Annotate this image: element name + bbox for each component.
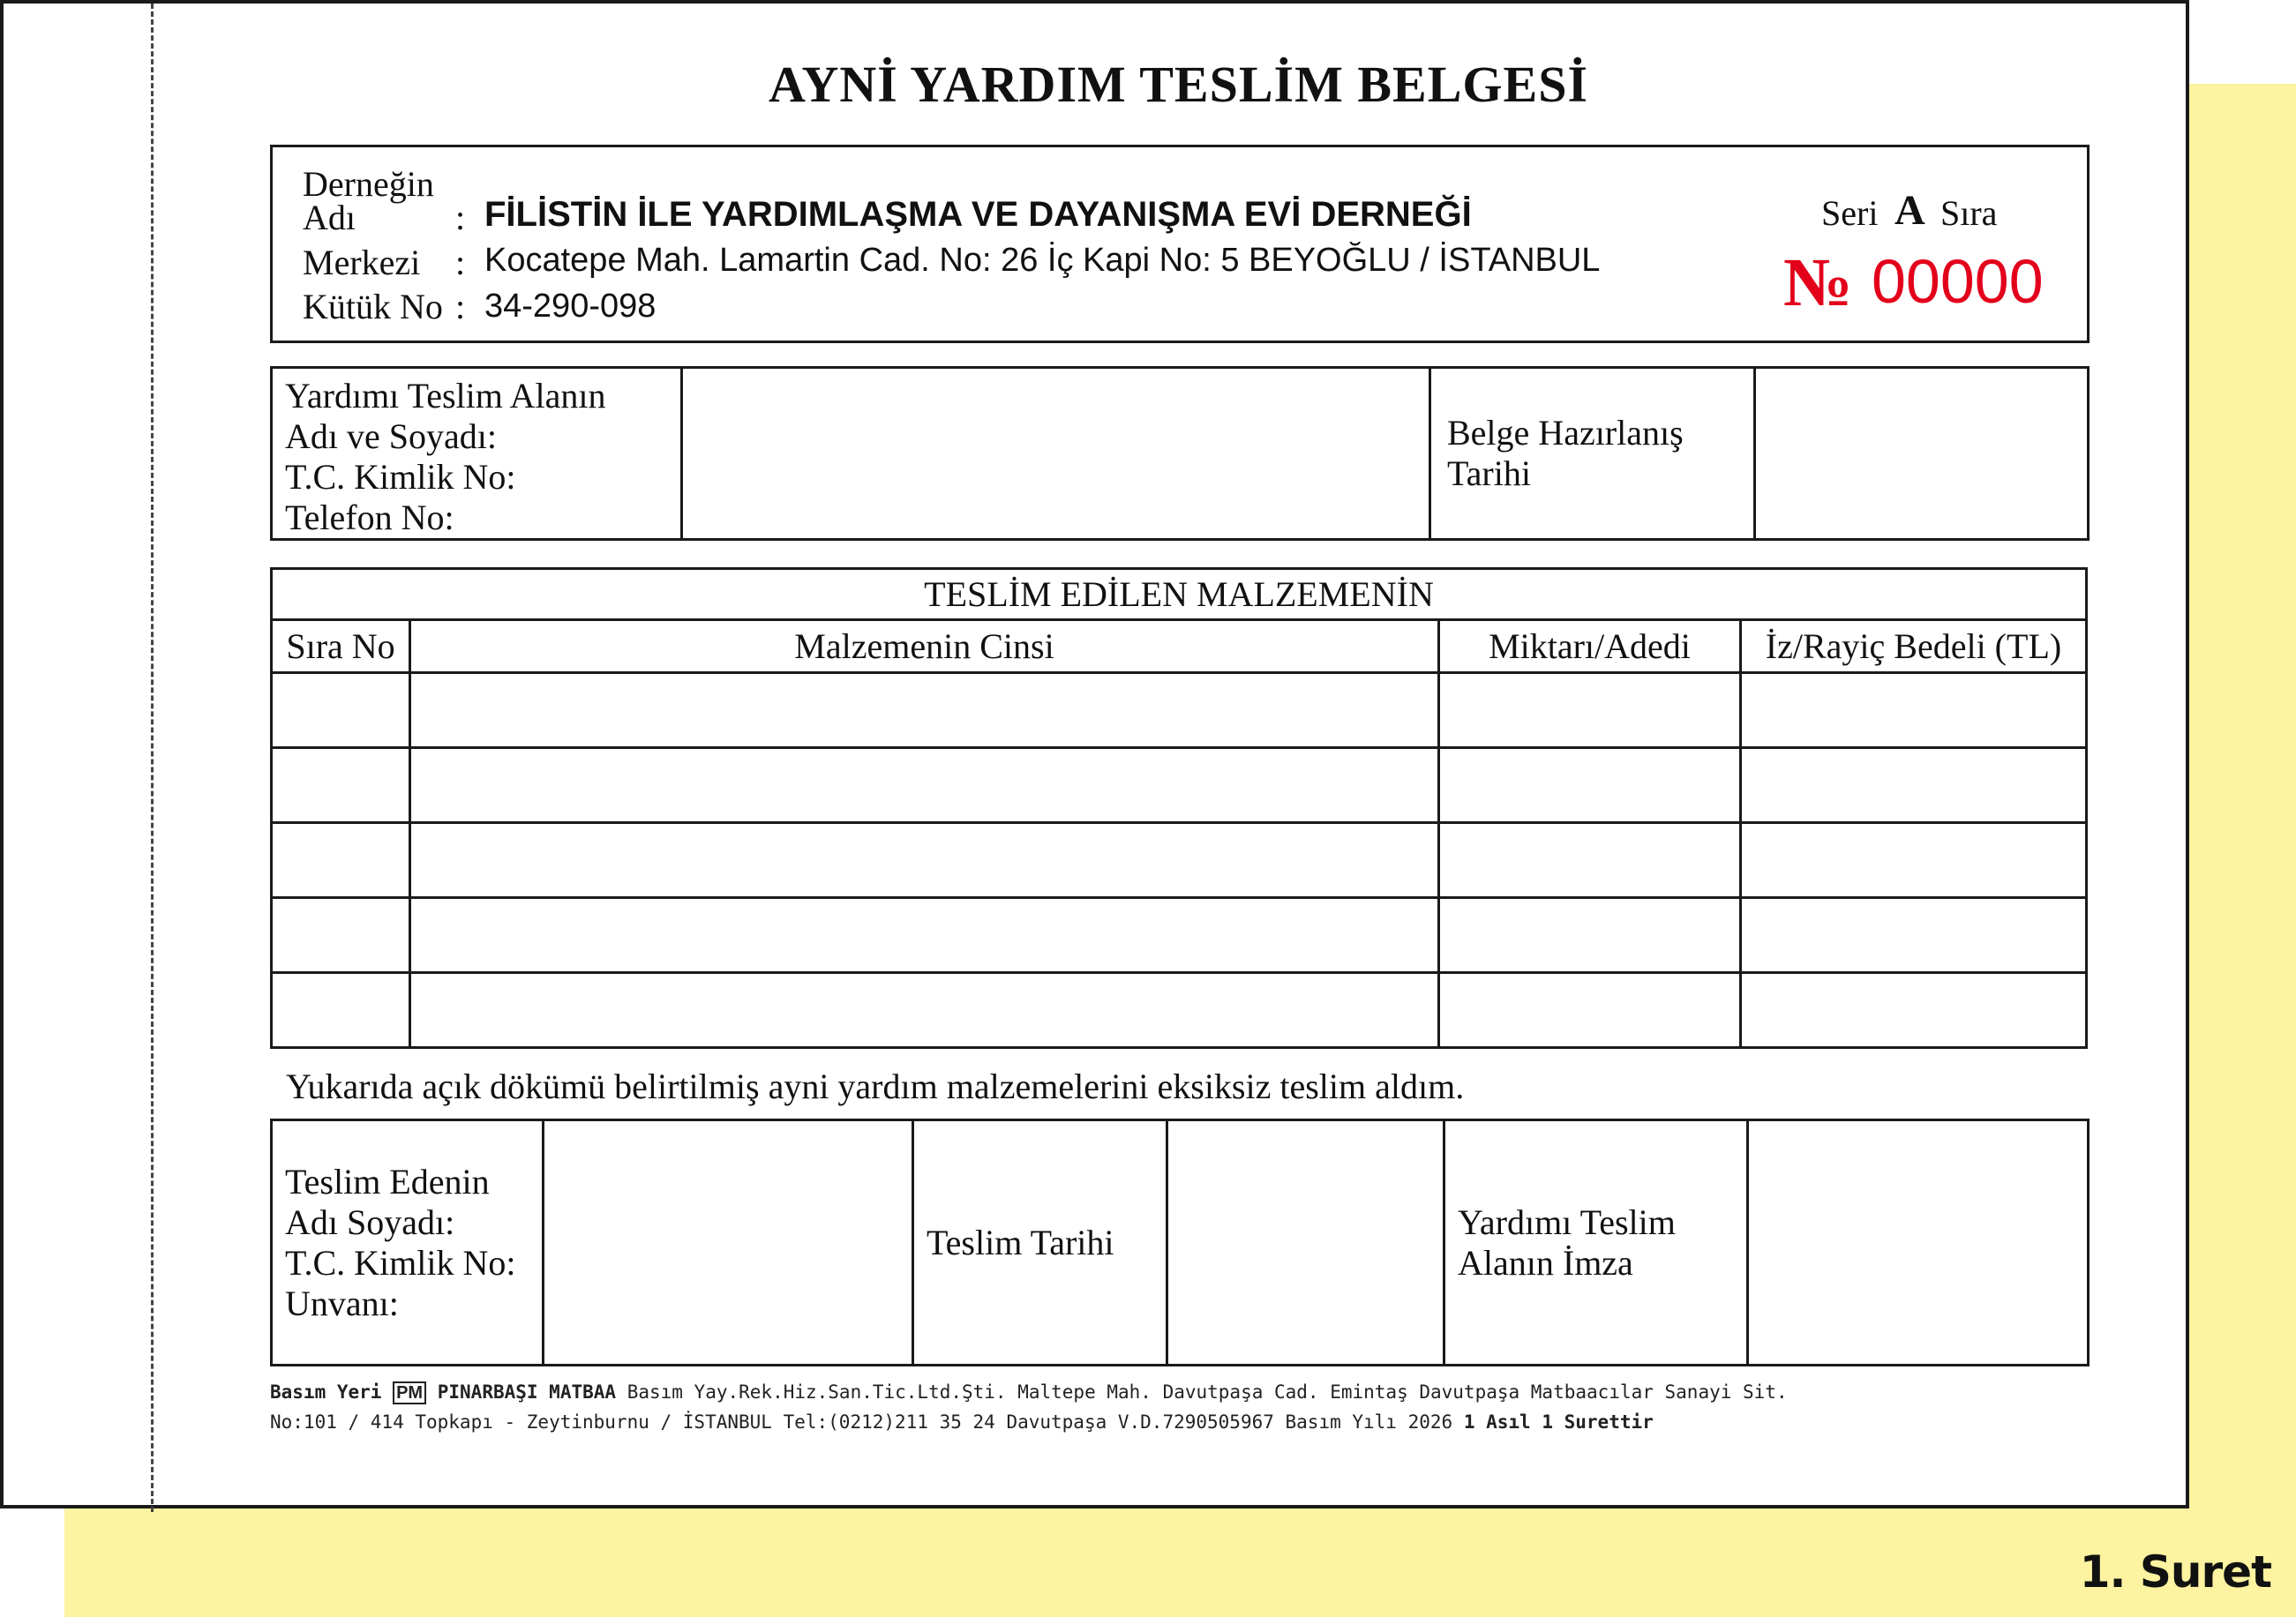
deliverer-label-2: Adı Soyadı: <box>285 1202 455 1242</box>
column-header-value: İz/Rayiç Bedeli (TL) <box>1741 620 2087 673</box>
row-value-cell[interactable] <box>1741 973 2087 1048</box>
column-header-sira-no: Sıra No <box>272 620 410 673</box>
materials-caption: TESLİM EDİLEN MALZEMENİN <box>272 569 2087 620</box>
row-material-cell[interactable] <box>410 898 1439 973</box>
row-value-cell[interactable] <box>1741 898 2087 973</box>
association-name: FİLİSTİN İLE YARDIMLAŞMA VE DAYANIŞMA EVİ DERNEĞİ <box>484 195 1472 234</box>
registry-number: 34-290-098 <box>484 288 657 325</box>
table-row <box>272 973 2087 1048</box>
copy-count: 1 Asıl 1 Surettir <box>1463 1411 1654 1433</box>
table-row <box>272 823 2087 898</box>
deliverer-label-3: T.C. Kimlik No: <box>285 1242 516 1283</box>
row-quantity-cell[interactable] <box>1439 973 1741 1048</box>
signature-table <box>270 1119 2090 1366</box>
sira-label: Sıra <box>1940 193 1998 233</box>
deliverer-labels-cell <box>272 1120 544 1366</box>
recipient-label-2: Adı ve Soyadı: <box>285 416 497 456</box>
recipient-labels-cell <box>272 368 682 540</box>
receiver-signature-label-1: Yardımı Teslim <box>1458 1202 1676 1242</box>
prep-date-field[interactable] <box>1755 368 2089 540</box>
address-label: Merkezi <box>303 243 421 282</box>
printer-details: Basım Yay.Rek.Hiz.San.Tic.Ltd.Şti. Maltepe Mah. Davutpaşa Cad. Emintaş Davutpaşa Matbaacılar Sanayi Sit. <box>627 1381 1788 1403</box>
address-colon: : <box>455 243 466 282</box>
row-quantity-cell[interactable] <box>1439 748 1741 823</box>
row-quantity-cell[interactable] <box>1439 898 1741 973</box>
recipient-label-1: Yardımı Teslim Alanın <box>285 376 606 415</box>
delivery-date-field[interactable] <box>1167 1120 1444 1366</box>
table-row <box>272 898 2087 973</box>
perforation-line <box>151 4 154 1512</box>
row-value-cell[interactable] <box>1741 748 2087 823</box>
copy-label: 1. Suret <box>2079 1546 2271 1598</box>
name-colon: : <box>455 198 466 237</box>
recipient-table <box>270 366 2090 541</box>
column-header-quantity: Miktarı/Adedi <box>1439 620 1741 673</box>
receiver-signature-field[interactable] <box>1748 1120 2089 1366</box>
association-address: Kocatepe Mah. Lamartin Cad. No: 26 İç Kapi No: 5 BEYOĞLU / İSTANBUL <box>484 242 1601 279</box>
footer-prefix: Basım Yeri <box>270 1381 382 1403</box>
printer-address: No:101 / 414 Topkapı - Zeytinburnu / İSTANBUL Tel:(0212)211 35 24 Davutpaşa V.D.7290505967 Basım Yılı 2026 <box>270 1411 1453 1433</box>
row-quantity-cell[interactable] <box>1439 823 1741 898</box>
receiver-signature-label-2: Alanın İmza <box>1458 1242 1633 1283</box>
row-sira-cell[interactable] <box>272 898 410 973</box>
registry-colon: : <box>455 287 466 326</box>
row-material-cell[interactable] <box>410 823 1439 898</box>
column-header-material-type: Malzemenin Cinsi <box>410 620 1439 673</box>
table-row <box>272 748 2087 823</box>
printer-footer-line-1 <box>270 1381 1788 1404</box>
prep-date-labels-cell <box>1430 368 1755 540</box>
deliverer-info-field[interactable] <box>544 1120 913 1366</box>
row-quantity-cell[interactable] <box>1439 673 1741 748</box>
materials-table <box>270 567 2088 1049</box>
form-title: AYNİ YARDIM TESLİM BELGESİ <box>768 56 1589 113</box>
printer-footer-line-2 <box>270 1411 1654 1433</box>
row-material-cell[interactable] <box>410 673 1439 748</box>
deliverer-label-1: Teslim Edenin <box>285 1161 490 1202</box>
recipient-label-3: T.C. Kimlik No: <box>285 457 516 497</box>
row-sira-cell[interactable] <box>272 973 410 1048</box>
row-value-cell[interactable] <box>1741 823 2087 898</box>
printer-logo: PM <box>393 1381 426 1404</box>
delivery-date-label: Teslim Tarihi <box>913 1120 1167 1366</box>
row-material-cell[interactable] <box>410 973 1439 1048</box>
name-label-1: Derneğin <box>303 164 434 204</box>
recipient-label-4: Telefon No: <box>285 498 454 537</box>
row-sira-cell[interactable] <box>272 748 410 823</box>
seri-label: Seri <box>1821 193 1879 233</box>
row-material-cell[interactable] <box>410 748 1439 823</box>
prep-date-label-1: Belge Hazırlanış <box>1447 413 1684 453</box>
row-sira-cell[interactable] <box>272 673 410 748</box>
serial-number: 00000 <box>1872 247 2044 316</box>
row-sira-cell[interactable] <box>272 823 410 898</box>
association-box <box>270 145 2090 343</box>
name-label-2: Adı <box>303 198 356 237</box>
recipient-info-field[interactable] <box>682 368 1430 540</box>
seri-value: A <box>1895 187 1925 234</box>
receiver-signature-labels-cell <box>1444 1120 1748 1366</box>
declaration-text: Yukarıda açık dökümü belirtilmiş ayni yardım malzemelerini eksiksiz teslim aldım. <box>286 1067 1465 1106</box>
number-sign: № <box>1783 243 1853 320</box>
printer-name: PINARBAŞI MATBAA <box>437 1381 617 1403</box>
registry-label: Kütük No <box>303 287 443 326</box>
table-row <box>272 673 2087 748</box>
row-value-cell[interactable] <box>1741 673 2087 748</box>
prep-date-label-2: Tarihi <box>1447 453 1531 493</box>
deliverer-label-4: Unvanı: <box>285 1283 399 1323</box>
